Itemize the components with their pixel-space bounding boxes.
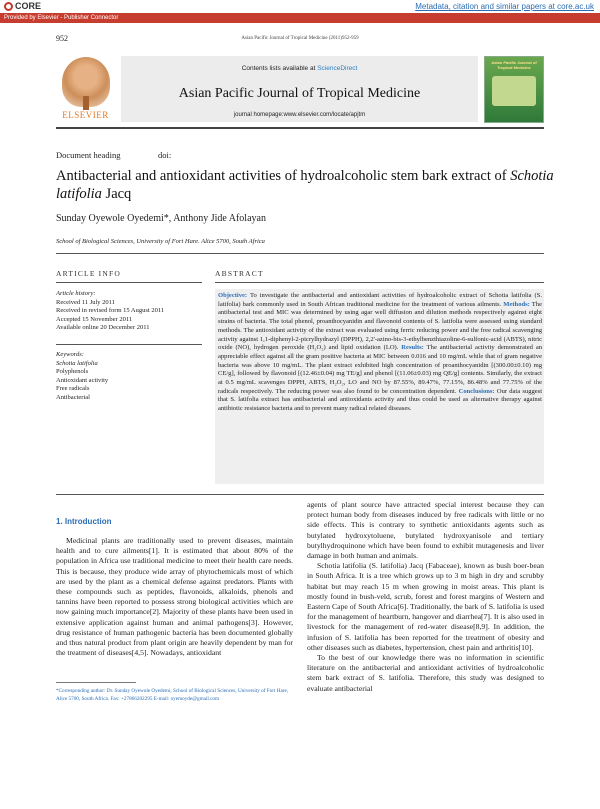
- divider: [215, 282, 544, 283]
- elsevier-trunk: [83, 96, 89, 110]
- core-logo-icon: [4, 2, 13, 11]
- body-column-left: [56, 536, 293, 658]
- core-logo-text: CORE: [15, 1, 42, 11]
- methods-text: The antibacterial test and MIC was determined by using agar well diffusion and dilution methods respectively against eight strains of bacteria. The total phenol, proanthocyanidin and flavonoid contents of S. latifolia were assessed using standard methods. The antioxidant activity of the extract was evaluated using ferric reducing power and the free radical scavenging activity against 1,1-diphenyl-2-picrylhydrazyl (DPPH), 2,2'-azino-bis-3-ethylbenzthiazoline-6-sulfonic-acid (ABTS), nitric oxide (NO), hydrogen peroxide (H₂O₂) and lipid oxidation (LO).: [218, 300, 542, 352]
- title-main: Antibacterial and antioxidant activities of hydroalcoholic stem bark extract of: [56, 168, 511, 184]
- history-line: Received 11 July 2011: [56, 298, 115, 306]
- objective-text: To investigate the antibacterial and antioxidant activities of hydroalcoholic extract of Schotia latifolia (S. latifolia) bark commonly used in South African traditional medicine for the treatment of various ailments.: [218, 292, 542, 308]
- body-paragraph: Medicinal plants are traditionally used to prevent diseases, maintain health and to cure ailments[1]. It is estimated that about 80% of the population in Africa use traditional medicine to meet their health care needs. This is because, they produce wide array of phytochemicals most of which are used by the plant as a chemical defense against predators. Plants with these compounds such as peptides, flavonoids, alkaloids, phenols and tannins have been reported to possess strong biological activities which are now gaining much importance[2]. Majority of these plants have been used in extensive application against human and animal pathogens[3]. However, drug resistance of human pathogenic bacteria has been documented globally and thus natural product from plant origin are heavily dependent by man for the treatment of diseases[4,5]. Nowadays, antioxidant: [56, 536, 293, 658]
- results-label: Results:: [398, 344, 424, 352]
- corresponding-author-footnote: *Corresponding author: Dr. Sunday Oyewole Oyedemi, School of Biological Sciences, University of Fort Hare, Alice 5700, South Africa. Fax: +27866202295 E-mail: oyemoyde@gmail.com: [56, 688, 289, 702]
- body-column-right: [307, 500, 544, 694]
- history-line: Available online 20 December 2011: [56, 324, 150, 332]
- provided-by-bar: Provided by Elsevier - Publisher Connector: [0, 13, 600, 23]
- title-species: Schotia latifolia: [56, 168, 554, 202]
- history-line: Received in revised form 15 August 2011: [56, 307, 165, 315]
- divider: [56, 494, 544, 495]
- abstract-text: [218, 292, 542, 414]
- body-paragraph: agents of plant source have attracted special interest because they can protect human body from diseases induced by free radicals with little or no side effects. This is contrary to synthetic antioxidants agents such as butylated hydroxytoluene, butylated hydroxyanisole and tertiary butylhydroquinone which have been found to exhibit mutagenesis and liver damage in both human and animals.: [307, 500, 544, 561]
- contents-line: [121, 65, 478, 72]
- authors: Sunday Oyewole Oyedemi*, Anthony Jide Afolayan: [56, 213, 266, 224]
- article-title: [56, 167, 556, 203]
- publisher-name: ELSEVIER: [62, 110, 109, 120]
- document-heading: Document heading: [56, 150, 121, 160]
- objective-label: Objective:: [218, 292, 248, 299]
- keywords-heading: Keywords:: [56, 351, 84, 358]
- conclusions-label: Conclusions:: [456, 387, 495, 395]
- core-metadata-link[interactable]: Metadata, citation and similar papers at core.ac.uk: [415, 2, 594, 11]
- methods-label: Methods:: [501, 300, 530, 308]
- body-paragraph: Schotia latifolia (S. latifolia) Jacq (Fabaceae), known as bush boer-bean in South Africa. It is a tree which grows up to 3 m high in dry and scrubby habitat but may reach 15 m when growing in moist areas. This plant is mostly found in bush-veld, scrub, forest and forest margins of Western and Eastern Cape of South Africa[6]. Traditionally, the bark of S. latifolia is used for the management of heartburn, hangover and diarrhea[7]. It is also used in livestock for the management of red-water disease[8,9]. In addition, the infusion of S. latifolia has been reported for the treatment of obesity and other diseases such as diabetes, hypertension, chest pain and arthritis[10].: [307, 561, 544, 652]
- results-text: The antibacterial activity demonstrated an appreciable effect against all the gram positive bacteria at MIC between 0.016 and 10 mg/mL while that of gram negative bacteria was above 10 mg/mL. The plant extract exhibited high concentration of proanthocyanidin [(300.00±0.10) mg CE/g], followed by flavonoid [(12.46±0.04) mg TE/g] and phenol [(11.06±0.03) mg QE/g] contents. Similarly, the extract at 0.5 mg/mL scavenges DPPH, ABTS, H₂O₂, LO and NO by 87.55%, 89.47%, 77.15%, 86.48% and 77.75% of the radicals respectively. The reducing power was also found to be concentration dependent.: [218, 344, 543, 395]
- header-rule: [56, 127, 544, 129]
- history-line: Accepted 15 November 2011: [56, 315, 133, 323]
- contents-prefix: Contents lists available at: [241, 65, 318, 72]
- journal-homepage[interactable]: journal homepage:www.elsevier.com/locate/apjtm: [233, 112, 366, 118]
- title-end: Jacq: [101, 186, 132, 202]
- article-history: [56, 290, 206, 333]
- affiliation: School of Biological Sciences, University of Fort Hare. Alice 5700, South Africa: [56, 238, 265, 245]
- abstract-heading: ABSTRACT: [215, 269, 264, 278]
- body-paragraph: To the best of our knowledge there was no information in scientific literature on the antibacterial and antioxidant activities of hydroalcoholic stem bark extract of S. latifolia. Therefore, this study was designed to evaluate antibacterial: [307, 653, 544, 693]
- cover-title: Asian Pacific Journal of Tropical Medicine: [491, 60, 537, 70]
- divider: [56, 344, 202, 345]
- keywords: [56, 351, 206, 403]
- keyword-item: Polyphenols: [56, 368, 89, 376]
- article-info-heading: ARTICLE INFO: [56, 269, 121, 278]
- keyword-item: Schotia latifolia: [56, 359, 98, 367]
- conclusions-text: Our data suggest that S. latifolia extract has antibacterial and antioxidants activity and thus could be used as alternative therapy against antibiotic resistance bacteria and to prevent many radical related diseases.: [218, 387, 543, 413]
- divider: [56, 253, 544, 254]
- keyword-item: Free radicals: [56, 385, 90, 393]
- running-head: Asian Pacific Journal of Tropical Medicine (2011)952-959: [241, 36, 359, 41]
- footnote-rule: [56, 682, 136, 683]
- history-heading: Article history:: [56, 290, 96, 297]
- core-logo[interactable]: [4, 1, 41, 11]
- cover-image: [492, 76, 536, 106]
- keyword-item: Antibacterial: [56, 393, 90, 401]
- sciencedirect-link[interactable]: ScienceDirect: [317, 65, 358, 72]
- section-heading-introduction: 1. Introduction: [56, 517, 112, 526]
- keyword-item: Antioxidant activity: [56, 376, 109, 384]
- divider: [56, 282, 202, 283]
- journal-title: Asian Pacific Journal of Tropical Medicine: [178, 86, 421, 101]
- page-number: 952: [56, 34, 68, 43]
- doi-label: doi:: [158, 150, 172, 160]
